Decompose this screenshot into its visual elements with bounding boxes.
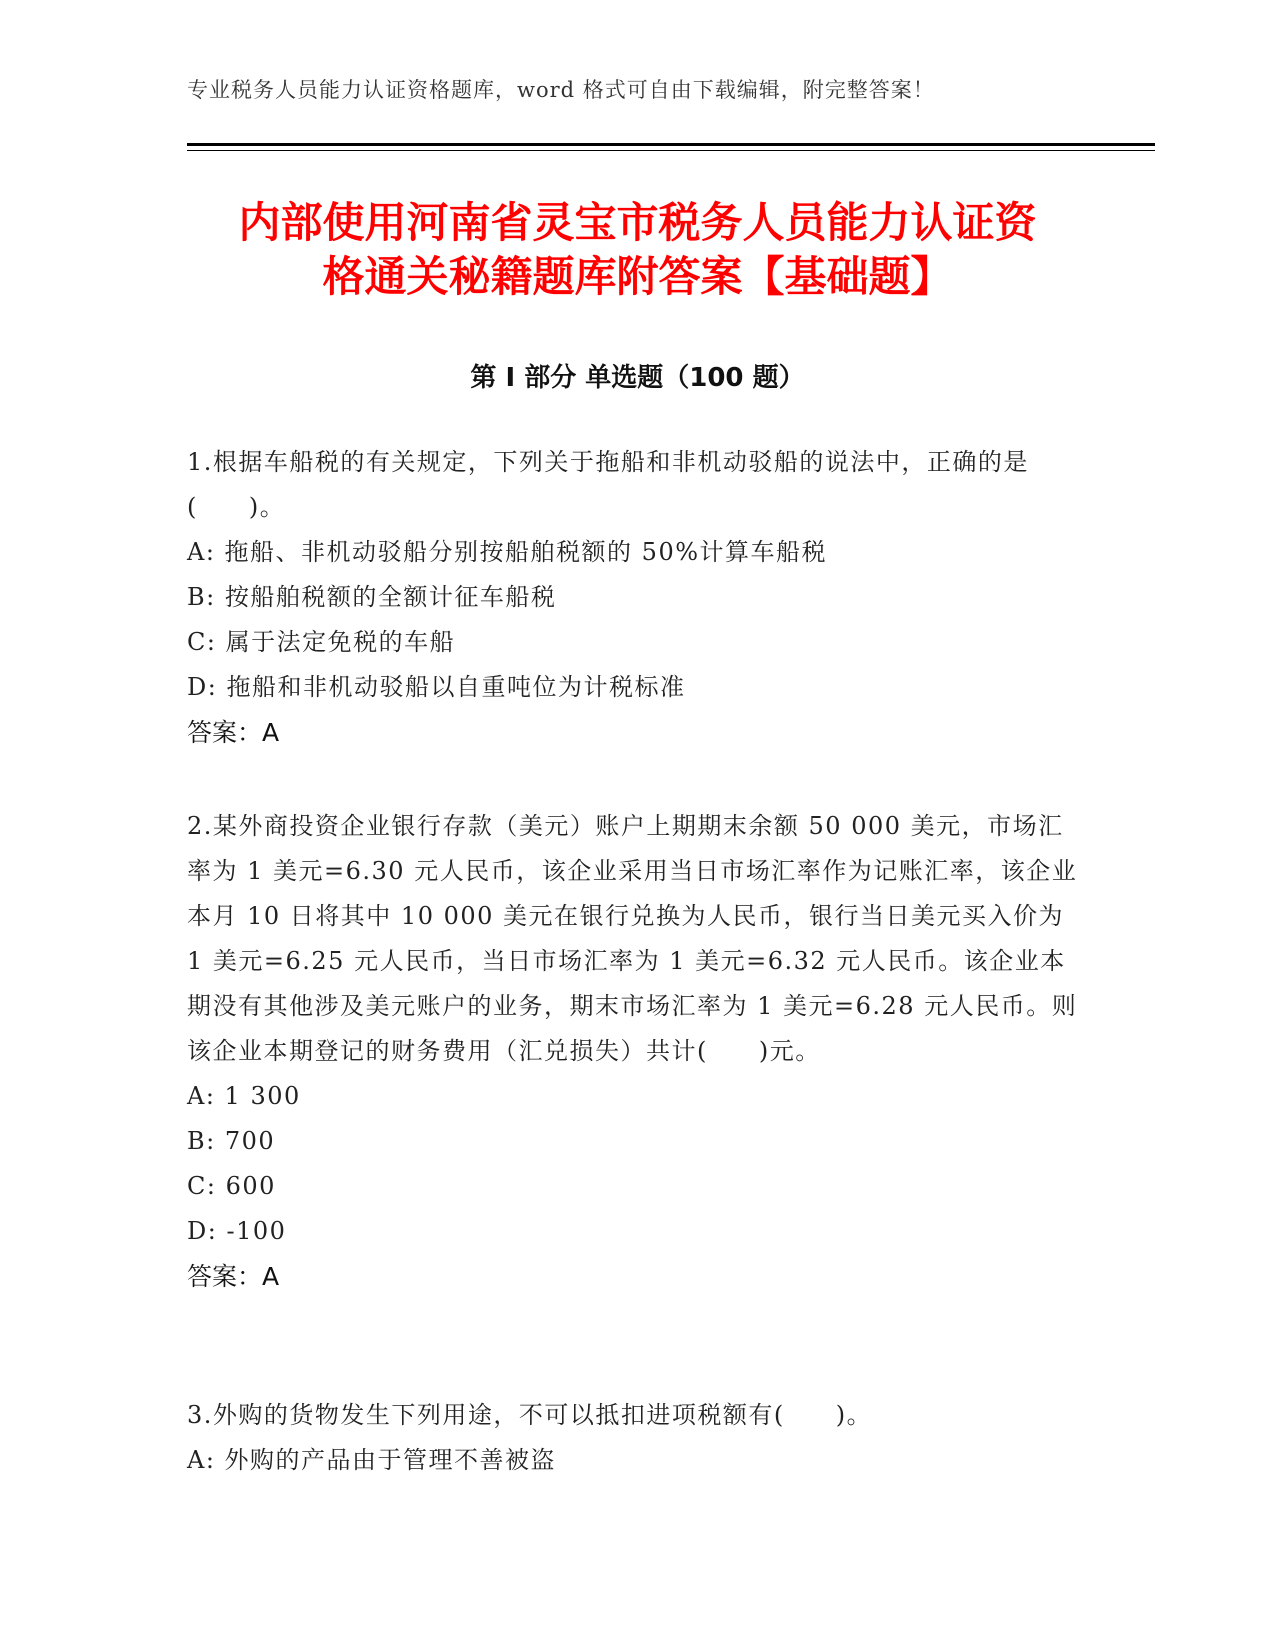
option-d: D: 拖船和非机动驳船以自重吨位为计税标准 <box>187 673 686 701</box>
question-3 <box>187 1393 1087 1483</box>
answer: 答案：A <box>187 718 280 747</box>
option-a: A: 外购的产品由于管理不善被盗 <box>187 1446 557 1474</box>
question-2 <box>187 804 1087 1299</box>
option-c: C: 600 <box>187 1172 276 1200</box>
option-a: A: 1 300 <box>187 1082 301 1110</box>
section-title: 第 I 部分 单选题（100 题） <box>470 363 805 393</box>
question-stem: 1.根据车船税的有关规定，下列关于拖船和非机动驳船的说法中，正确的是( )。 <box>187 448 1029 521</box>
option-b: B: 700 <box>187 1127 276 1155</box>
option-b: B: 按船舶税额的全额计征车船税 <box>187 583 557 611</box>
document-title-line-2: 格通关秘籍题库附答案【基础题】 <box>322 252 953 301</box>
header-divider-thick <box>187 143 1155 146</box>
header-divider-thin <box>187 150 1155 151</box>
document-title-line-1: 内部使用河南省灵宝市税务人员能力认证资 <box>238 198 1037 247</box>
option-a: A: 拖船、非机动驳船分别按船舶税额的 50%计算车船税 <box>187 538 828 566</box>
header-note: 专业税务人员能力认证资格题库，word 格式可自由下载编辑，附完整答案！ <box>187 78 935 102</box>
question-stem: 2.某外商投资企业银行存款（美元）账户上期期末余额 50 000 美元，市场汇率为 1 美元=6.30 元人民币，该企业采用当日市场汇率作为记账汇率，该企业本月 10 日将其中 10 000 美元在银行兑换为人民币，银行当日美元买入价为 1 美元=6.25 元人民币，当日市场汇率为 1 美元=6.32 元人民币。该企业本期没有其他涉及美元账户的业务，期末市场汇率为 1 美元=6.28 元人民币。则该企业本期登记的财务费用（汇兑损失）共计( )元。 <box>187 812 1078 1065</box>
option-c: C: 属于法定免税的车船 <box>187 628 456 656</box>
question-stem: 3.外购的货物发生下列用途，不可以抵扣进项税额有( )。 <box>187 1401 873 1429</box>
answer: 答案：A <box>187 1262 280 1291</box>
option-d: D: -100 <box>187 1217 287 1245</box>
document-title <box>150 196 1125 304</box>
question-1 <box>187 440 1087 755</box>
